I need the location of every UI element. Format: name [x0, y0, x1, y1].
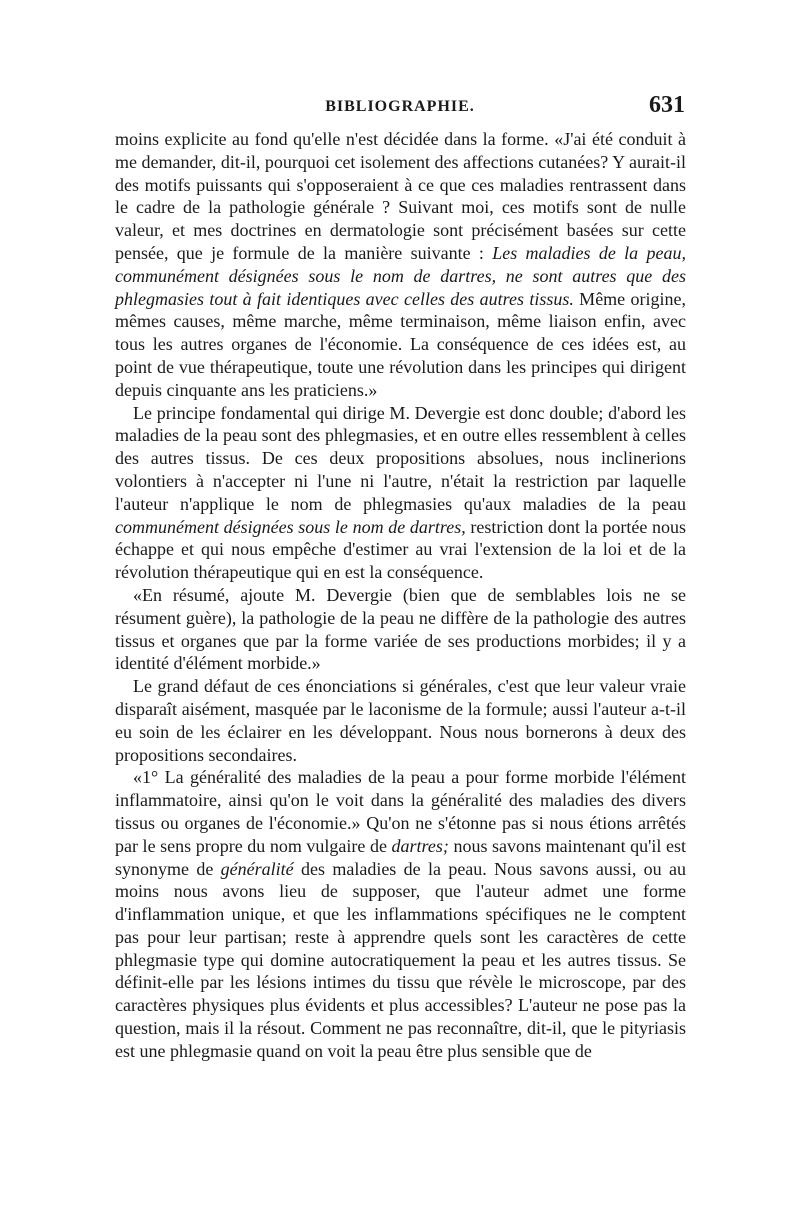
paragraph-1 — [115, 128, 686, 402]
italic-text-run: dartres; — [391, 835, 449, 856]
italic-text-run: généralité — [220, 858, 294, 879]
text-run: restriction dont la portée nous échappe et qui nous empêche d'estimer au vrai l'extension de la loi et de la révolution thérapeutique qui en est la conséquence. — [115, 516, 686, 583]
text-run: moins explicite au fond qu'elle n'est décidée dans la forme. «J'ai été conduit à me demander, dit-il, pourquoi cet isolement des affections cutanées? Y aurait-il des motifs puissants qui s'opposeraient à ce que ces maladies rentrassent dans le cadre de la pathologie générale ? Suivant moi, ces motifs sont de nulle valeur, et mes doctrines en dermatologie sont précisément basées sur cette pensée, que je formule de la manière suivante : — [115, 129, 686, 263]
text-run: des maladies de la peau. Nous savons aussi, ou au moins nous avons lieu de supposer, que l'auteur admet une forme d'inflammation unique, et que les inflammations spécifiques ne le comptent pas pour leur partisan; reste à apprendre quels sont les caractères de cette phlegmasie type qui domine autocratiquement la peau et les autres tissus. Se définit-elle par les lésions intimes du tissu que révèle le microscope, par des caractères physiques plus évidents et plus accessibles? L'auteur ne pose pas la question, mais il la résout. Comment ne pas reconnaître, dit-il, que le pityriasis est une phlegmasie quand on voit la peau être plus sensible que de — [115, 858, 687, 1061]
paragraph-3 — [115, 584, 686, 675]
paragraph-2 — [115, 402, 686, 584]
text-run: Le principe fondamental qui dirige M. Devergie est donc double; d'abord les maladies de la peau sont des phlegmasies, et en outre elles ressemblent à celles des autres tissus. De ces deux propositions absolues, nous inclinerions volontiers à n'accepter ni l'une ni l'autre, n'était la restriction par laquelle l'auteur n'applique le nom de phlegmasies qu'aux maladies de la peau — [115, 402, 686, 514]
text-run: Le grand défaut de ces énonciations si générales, c'est que leur valeur vraie disparaît aisément, masquée par le laconisme de la formule; aussi l'auteur a-t-il eu soin de les éclairer en les développant. Nous nous bornerons à deux des propositions secondaires. — [115, 676, 686, 765]
paragraph-4 — [115, 675, 686, 766]
running-title: BIBLIOGRAPHIE. — [325, 98, 475, 115]
text-run: Même origine, mêmes causes, même marche, même terminaison, même liaison enfin, avec tous les autres organes de l'économie. La conséquence de ces idées est, au point de vue thérapeutique, toute une révolution dans les principes qui dirigent depuis cinquante ans les praticiens.» — [115, 288, 686, 400]
running-head — [115, 92, 685, 128]
italic-text-run: Les maladies de la peau, communément désignées sous le nom de dartres, ne sont autres que des phlegmasies tout à fait identiques avec celles des autres tissus. — [115, 242, 686, 309]
text-run: «En résumé, ajoute M. Devergie (bien que de semblables lois ne se résument guère), la pathologie de la peau ne diffère de la pathologie des autres tissus et organes que par la forme variée de ses productions morbides; il y a identité d'élément morbide.» — [115, 584, 686, 674]
italic-text-run: communément désignées sous le nom de dartres, — [115, 516, 466, 537]
text-run: «1° La généralité des maladies de la peau a pour forme morbide l'élément inflammatoire, ainsi qu'on le voit dans la généralité des maladies des divers tissus ou organes de l'économie.» Qu'on ne s'étonne pas si nous étions arrêtés par le sens propre du nom vulgaire de — [115, 767, 686, 856]
paragraph-5 — [115, 766, 686, 1062]
body-text — [115, 128, 686, 1063]
page-number: 631 — [649, 92, 685, 118]
text-run: nous savons maintenant qu'il est synonyme de — [115, 835, 686, 879]
